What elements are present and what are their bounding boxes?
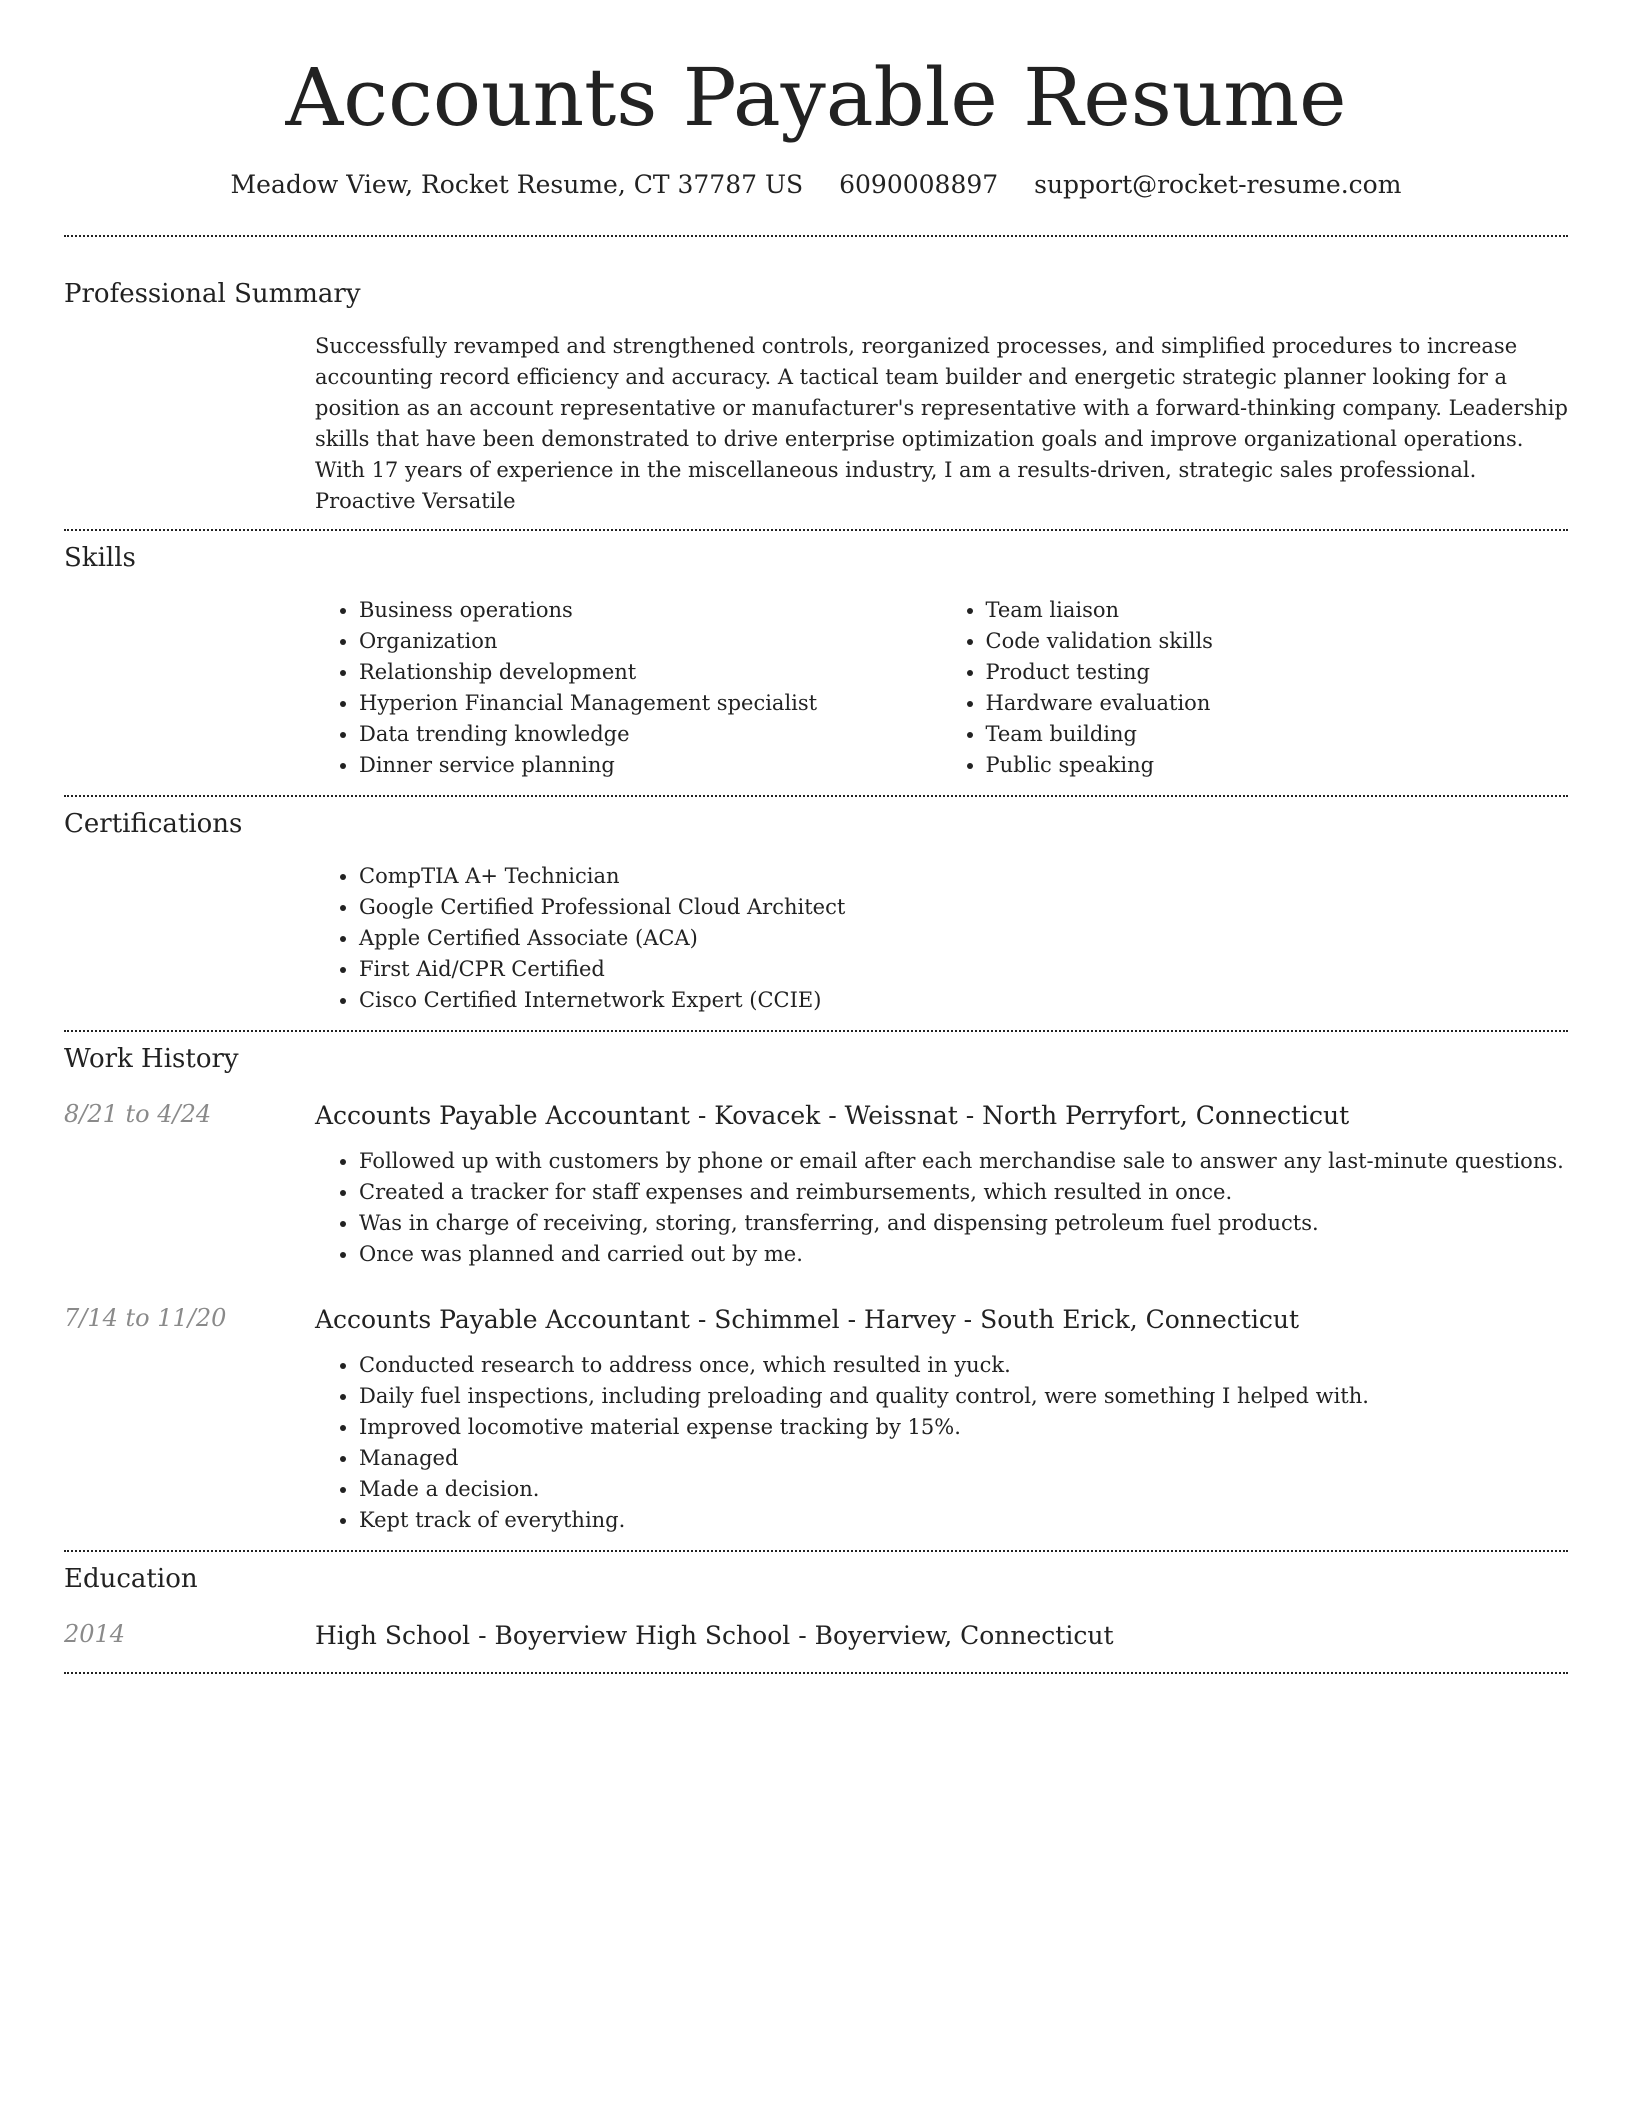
skill-item: • Product testing — [986, 657, 1569, 688]
skill-item: • Data trending knowledge — [359, 719, 942, 750]
certification-item: • Cisco Certified Internetwork Expert (CCIE) — [359, 985, 1568, 1016]
resume-page — [64, 0, 1568, 1674]
certification-item: • First Aid/CPR Certified — [359, 954, 1568, 985]
divider — [64, 1672, 1568, 1674]
job-body — [315, 1146, 1568, 1270]
contact-phone: 6090008897 — [839, 170, 999, 199]
resume-title: Accounts Payable Resume — [285, 51, 1347, 144]
certification-item: • Google Certified Professional Cloud Architect — [359, 892, 1568, 923]
education-year: 2014 — [64, 1620, 126, 1648]
job-bullets — [315, 1350, 1568, 1536]
job-bullet: • Created a tracker for staff expenses and reimbursements, which resulted in once. — [359, 1177, 1568, 1208]
skill-item: • Public speaking — [986, 750, 1569, 781]
contact-address: Meadow View, Rocket Resume, CT 37787 US — [230, 170, 804, 199]
job-bullet: • Followed up with customers by phone or email after each merchandise sale to answer any last-minute questions. — [359, 1146, 1568, 1177]
job-bullet: • Conducted research to address once, which resulted in yuck. — [359, 1350, 1568, 1381]
certification-item: • CompTIA A+ Technician — [359, 861, 1568, 892]
job-bullet: • Managed — [359, 1443, 1568, 1474]
skills-list-left — [315, 595, 942, 781]
job-dates: 7/14 to 11/20 — [64, 1304, 227, 1332]
skill-item: • Code validation skills — [986, 626, 1569, 657]
contact-email[interactable]: support@rocket-resume.com — [1034, 170, 1402, 199]
certifications-heading: Certifications — [64, 809, 243, 839]
job-bullet: • Daily fuel inspections, including preloading and quality control, were something I helped with. — [359, 1381, 1568, 1412]
job-bullet: • Kept track of everything. — [359, 1505, 1568, 1536]
certification-item: • Apple Certified Associate (ACA) — [359, 923, 1568, 954]
job-title: Accounts Payable Accountant - Kovacek - Weissnat - North Perryfort, Connecticut — [315, 1101, 1350, 1130]
job-entry — [64, 1304, 1568, 1536]
skill-item: • Dinner service planning — [359, 750, 942, 781]
certifications-body — [315, 861, 1568, 1016]
skill-item: • Team building — [986, 719, 1569, 750]
certifications-section — [64, 797, 1568, 1030]
skill-item: • Relationship development — [359, 657, 942, 688]
summary-heading: Professional Summary — [64, 279, 361, 309]
work-history-heading: Work History — [64, 1044, 239, 1074]
summary-text: Successfully revamped and strengthened controls, reorganized processes, and simplified procedures to increase accounting record efficiency and accuracy. A tactical team builder and energetic strategic planner looking for a position as an account representative or manufacturer's representative with a forward-thinking company. Leadership skills that have been demonstrated to drive enterprise optimization goals and improve organizational operations. With 17 years of experience in the miscellaneous industry, I am a results-driven, strategic sales professional. Proactive Versatile — [315, 334, 1568, 513]
job-title: Accounts Payable Accountant - Schimmel - Harvey - South Erick, Connecticut — [315, 1305, 1300, 1334]
skills-list-right — [942, 595, 1569, 781]
job-entry — [64, 1100, 1568, 1270]
education-section — [64, 1552, 1568, 1672]
education-title: High School - Boyerview High School - Boyerview, Connecticut — [315, 1621, 1114, 1650]
skill-item: • Team liaison — [986, 595, 1569, 626]
skills-section — [64, 531, 1568, 795]
job-bullet: • Was in charge of receiving, storing, transferring, and dispensing petroleum fuel products. — [359, 1208, 1568, 1239]
job-body — [315, 1350, 1568, 1536]
certifications-list — [315, 861, 1568, 1016]
skill-item: • Hardware evaluation — [986, 688, 1569, 719]
education-heading: Education — [64, 1564, 198, 1594]
summary-body — [315, 331, 1568, 517]
contact-line — [64, 170, 1568, 199]
job-bullets — [315, 1146, 1568, 1270]
job-dates: 8/21 to 4/24 — [64, 1100, 212, 1128]
skills-heading: Skills — [64, 543, 136, 573]
skill-item: • Business operations — [359, 595, 942, 626]
education-entry — [64, 1620, 1568, 1652]
skills-grid — [315, 595, 1568, 781]
job-bullet: • Made a decision. — [359, 1474, 1568, 1505]
skill-item: • Hyperion Financial Management specialist — [359, 688, 942, 719]
job-bullet: • Once was planned and carried out by me. — [359, 1239, 1568, 1270]
work-history-section — [64, 1032, 1568, 1550]
job-bullet: • Improved locomotive material expense tracking by 15%. — [359, 1412, 1568, 1443]
summary-section — [64, 237, 1568, 529]
skill-item: • Organization — [359, 626, 942, 657]
